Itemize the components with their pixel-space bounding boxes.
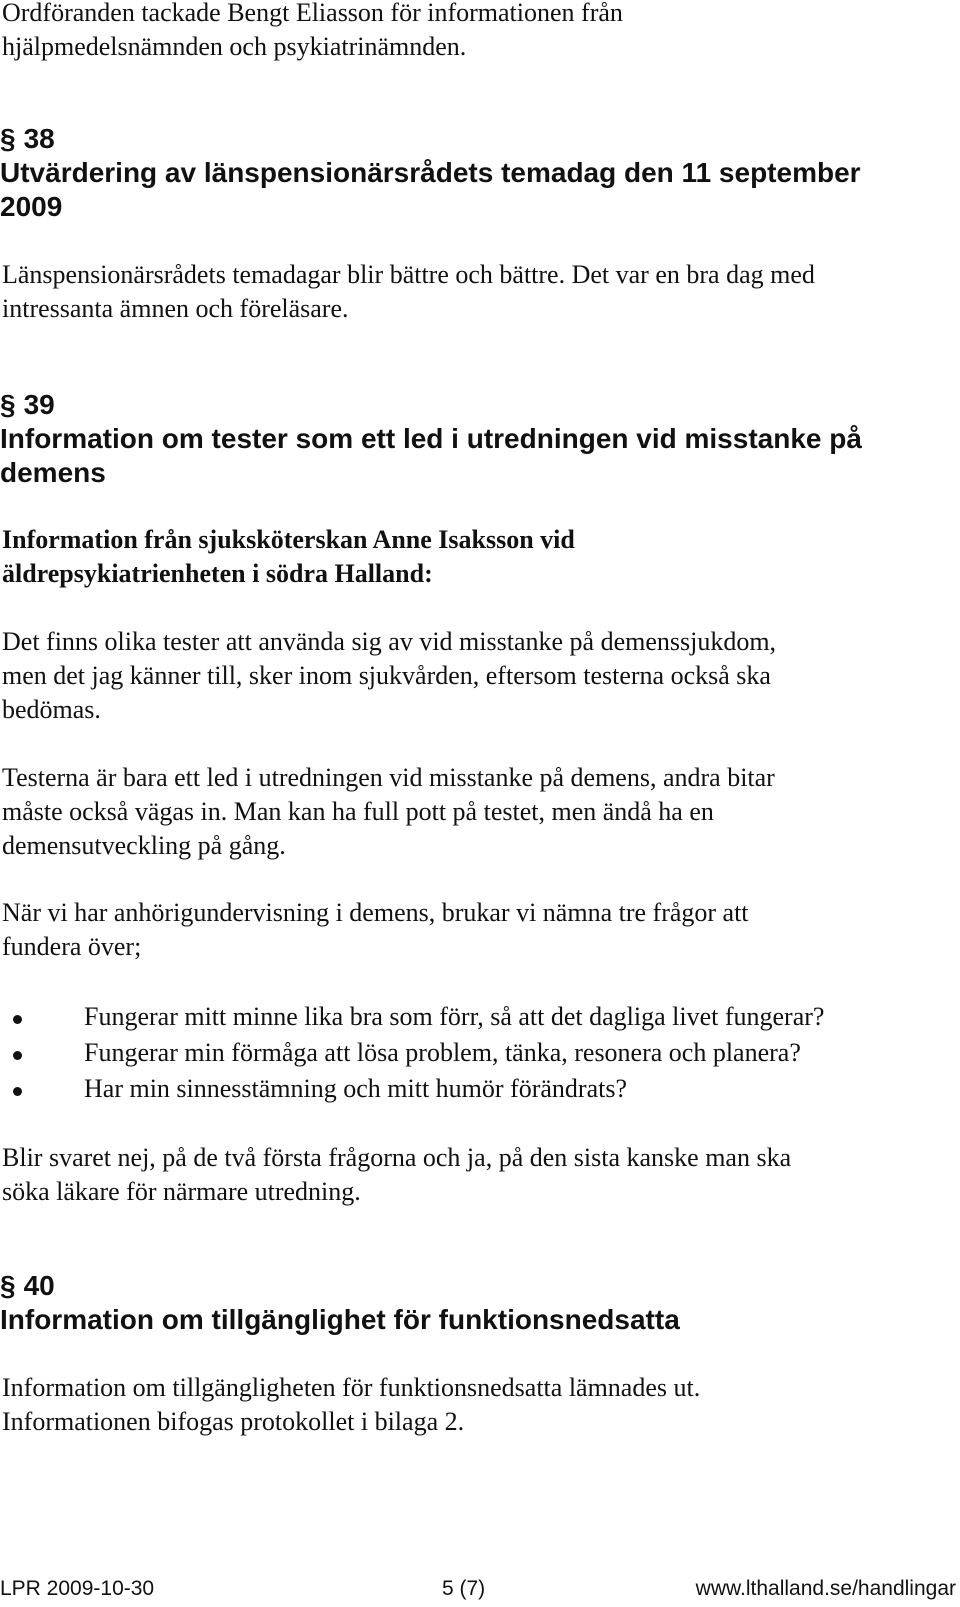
question-list [2,1000,952,1108]
footer-page-number: 5 (7) [442,1577,486,1600]
page-footer [0,1574,956,1604]
body-line: måste också vägas in. Man kan ha full pott på testet, men ändå ha en [2,797,714,826]
section-39-subheading [2,523,952,591]
section-number: 38 [23,123,55,154]
body-line: Det finns olika tester att använda sig av vid misstanke på demenssjukdom, [2,627,777,656]
section-number: 40 [23,1270,55,1301]
paragraph-symbol-icon: § [0,1270,16,1301]
list-item-text: Fungerar mitt minne lika bra som förr, så att det dagliga livet fungerar? [84,1002,825,1031]
section-38-heading [0,122,950,224]
bullet-icon [13,1051,22,1060]
section-38-body [2,258,952,326]
list-item [2,1000,952,1036]
section-39-heading [0,388,950,490]
list-item-text: Fungerar min förmåga att lösa problem, tänka, resonera och planera? [84,1038,801,1067]
subheading-line: Information från sjuksköterskan Anne Isaksson vid [2,525,575,554]
section-number: 39 [23,389,55,420]
body-line: Information om tillgängligheten för funktionsnedsatta lämnades ut. [2,1373,701,1402]
paragraph-symbol-icon: § [0,123,16,154]
body-line: demensutveckling på gång. [2,831,286,860]
bullet-icon [13,1087,22,1096]
body-line: När vi har anhörigundervisning i demens, brukar vi nämna tre frågor att [2,898,749,927]
body-line: söka läkare för närmare utredning. [2,1177,361,1206]
section-39-paragraph-2 [2,761,952,863]
body-line: Informationen bifogas protokollet i bilaga 2. [2,1407,465,1436]
section-title-line: 2009 [0,191,63,222]
subheading-line: äldrepsykiatrienheten i södra Halland: [2,559,433,588]
section-title-line: Information om tester som ett led i utredningen vid misstanke på [0,423,862,454]
section-40-heading [0,1269,950,1337]
list-item-text: Har min sinnesstämning och mitt humör förändrats? [84,1074,628,1103]
intro-paragraph [2,0,952,64]
section-title-line: Utvärdering av länspensionärsrådets temadag den 11 september [0,157,861,188]
section-40-body [2,1371,952,1439]
body-line: Testerna är bara ett led i utredningen vid misstanke på demens, andra bitar [2,763,775,792]
body-line: Länspensionärsrådets temadagar blir bättre och bättre. Det var en bra dag med [2,260,815,289]
section-title-line: Information om tillgänglighet för funktionsnedsatta [0,1304,680,1335]
body-line: Blir svaret nej, på de två första frågorna och ja, på den sista kanske man ska [2,1143,792,1172]
footer-document-id: LPR 2009-10-30 [0,1577,155,1600]
section-39-paragraph-1 [2,625,952,727]
bullet-icon [13,1015,22,1024]
paragraph-symbol-icon: § [0,389,16,420]
section-title-line: demens [0,457,106,488]
body-line: intressanta ämnen och föreläsare. [2,294,349,323]
body-line: men det jag känner till, sker inom sjukvården, eftersom testerna också ska [2,661,771,690]
list-item [2,1072,952,1108]
section-39-paragraph-4 [2,1141,952,1209]
list-item [2,1036,952,1072]
body-line: bedömas. [2,695,101,724]
section-39-paragraph-3 [2,896,952,964]
intro-line: Ordföranden tackade Bengt Eliasson för informationen från [2,0,623,27]
intro-line: hjälpmedelsnämnden och psykiatrinämnden. [2,32,467,61]
body-line: fundera över; [2,932,142,961]
footer-url: www.lthalland.se/handlingar [695,1577,956,1600]
